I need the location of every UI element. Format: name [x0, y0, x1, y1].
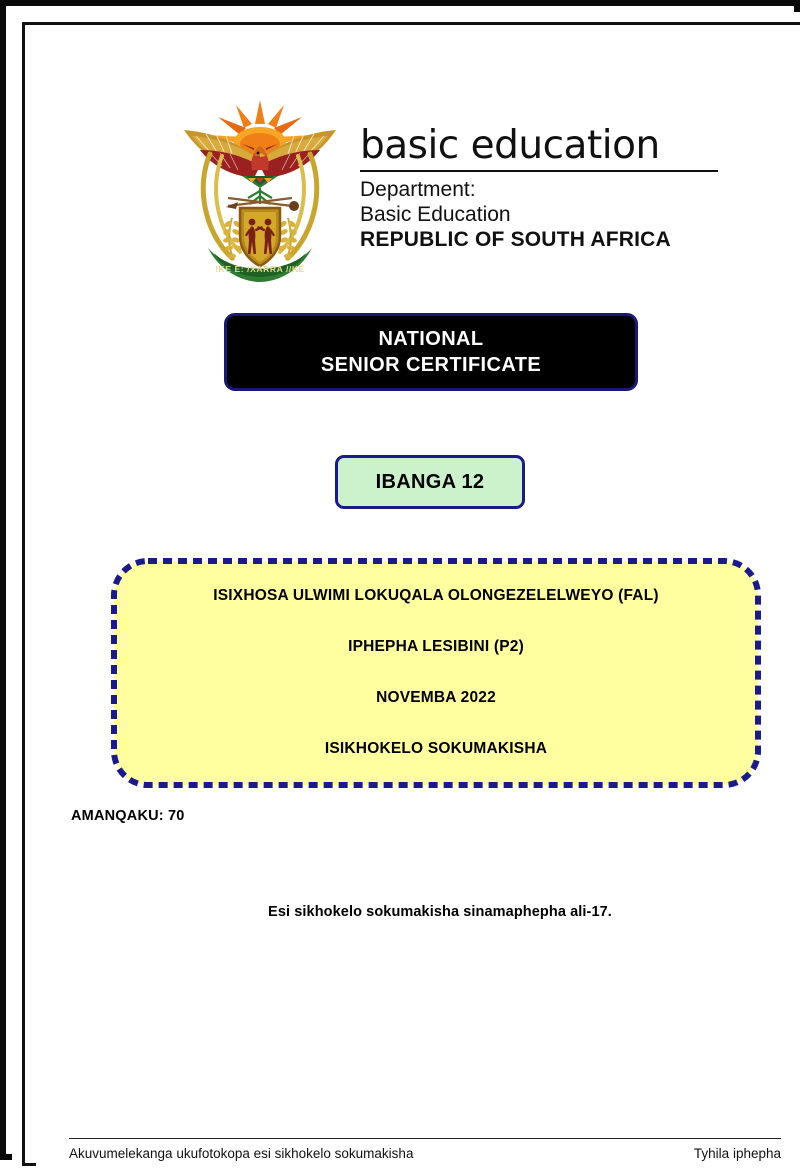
subject-line-date: NOVEMBA 2022: [376, 689, 496, 706]
department-logo-block: [170, 90, 730, 282]
coat-of-arms-icon: [170, 90, 350, 282]
subject-line-title: ISIXHOSA ULWIMI LOKUQALA OLONGEZELELWEYO (FAL): [213, 587, 659, 604]
page-count-note: Esi sikhokelo sokumakisha sinamaphepha ali-17.: [268, 904, 612, 920]
page-footer: [69, 1146, 781, 1161]
page-content: [36, 36, 800, 1174]
page-inner-border: [22, 22, 800, 1166]
subject-line-paper: IPHEPHA LESIBINI (P2): [348, 638, 524, 655]
brand-underline: [360, 170, 718, 172]
grade-badge: [335, 455, 525, 509]
subject-panel: [108, 555, 764, 791]
dept-line-basic-education: Basic Education: [360, 203, 511, 226]
dept-line-republic: REPUBLIC OF SOUTH AFRICA: [360, 228, 671, 251]
national-senior-certificate-banner: [224, 313, 638, 391]
department-wordmark: [360, 124, 730, 252]
page-border-gap: [12, 12, 800, 1160]
subject-line-document-type: ISIKHOKELO SOKUMAKISHA: [324, 740, 548, 757]
grade-badge-label: IBANGA 12: [375, 470, 485, 493]
nsc-line-2: SENIOR CERTIFICATE: [320, 354, 542, 376]
footer-divider: [69, 1138, 781, 1139]
total-marks-label: AMANQAKU: 70: [71, 808, 185, 824]
dept-line-department: Department:: [360, 178, 476, 201]
svg-text:!KE E: /XARRA //KE: !KE E: /XARRA //KE: [215, 264, 305, 274]
footer-turn-over-note: Tyhila iphepha: [693, 1146, 781, 1161]
footer-copyright-note: Akuvumelekanga ukufotokopa esi sikhokelo sokumakisha: [69, 1146, 414, 1161]
subject-panel-text: [108, 555, 764, 791]
nsc-line-1: NATIONAL: [378, 328, 484, 350]
brand-title: basic education: [360, 123, 660, 168]
